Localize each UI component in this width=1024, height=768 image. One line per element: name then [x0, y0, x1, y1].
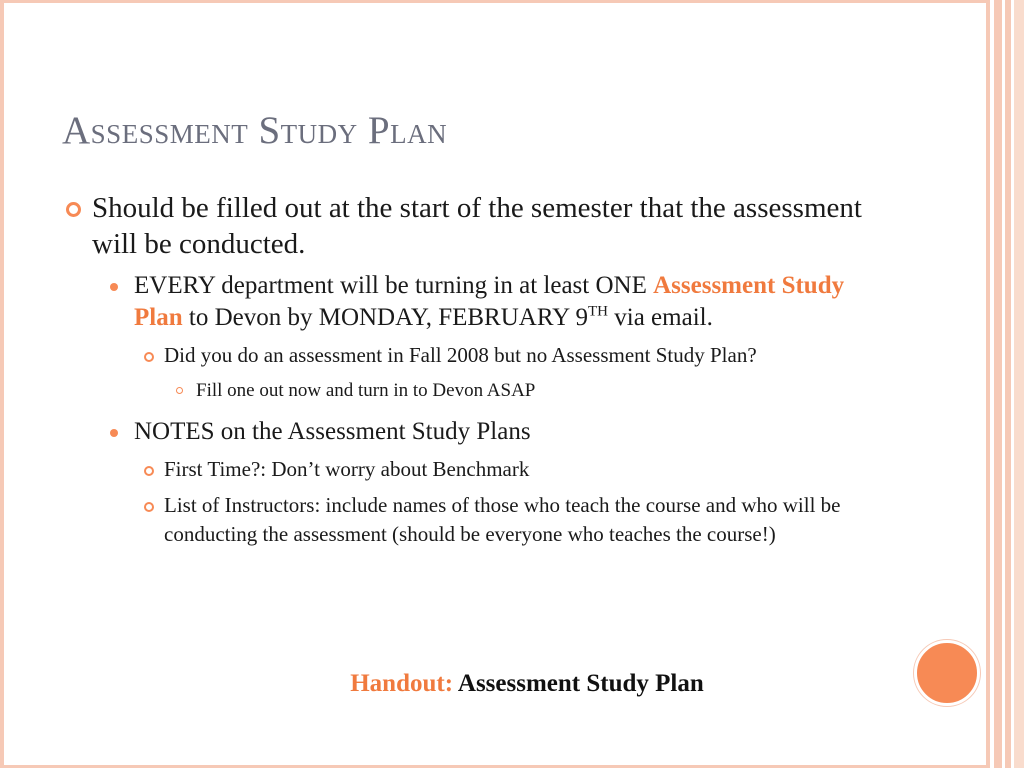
slide-title: Assessment Study Plan	[62, 109, 448, 152]
handout-line	[0, 670, 1024, 698]
handout-value: Assessment Study Plan	[453, 670, 704, 697]
bullet-level4-fill-one-out	[62, 377, 862, 404]
bullet-text: Did you do an assessment in Fall 2008 but no Assessment Study Plan?	[164, 343, 757, 367]
side-stripes-decoration	[986, 0, 1024, 768]
bullet-level3-fall-2008	[62, 341, 862, 370]
bullet-level3-list-of-instructors	[62, 491, 862, 549]
small-ring-bullet-icon	[144, 352, 154, 362]
bullet-text: List of Instructors: include names of those who teach the course and who will be conducting the assessment (should be everyone who teaches the course!)	[164, 493, 841, 546]
bullet-level2-every-department	[62, 270, 862, 334]
ring-bullet-icon	[66, 202, 81, 217]
bullet-level3-first-time	[62, 455, 862, 484]
bullet-text: Should be filled out at the start of the semester that the assessment will be conducted.	[92, 192, 862, 260]
dot-bullet-icon	[110, 429, 118, 437]
bullet-text: NOTES on the Assessment Study Plans	[134, 418, 531, 445]
bullet-text: Fill one out now and turn in to Devon ASAP	[196, 380, 536, 401]
dot-bullet-icon	[110, 283, 118, 291]
small-ring-bullet-icon	[144, 502, 154, 512]
highlight-assessment-study-plan: Assessment Study Plan	[134, 272, 845, 331]
bullet-level1-fill-out	[62, 190, 862, 262]
small-ring-bullet-icon	[144, 466, 154, 476]
bullet-text-post: to Devon by MONDAY, FEBRUARY 9	[182, 304, 589, 331]
handout-label: Handout:	[350, 670, 454, 697]
bullet-text-pre: EVERY department will be turning in at least ONE	[134, 272, 654, 299]
superscript-th: TH	[588, 303, 609, 320]
bullet-text: First Time?: Don’t worry about Benchmark	[164, 457, 530, 481]
tiny-ring-bullet-icon	[176, 387, 183, 394]
slide-content	[62, 190, 862, 556]
bullet-text-tail: via email.	[608, 304, 713, 331]
bullet-level2-notes	[62, 416, 862, 448]
